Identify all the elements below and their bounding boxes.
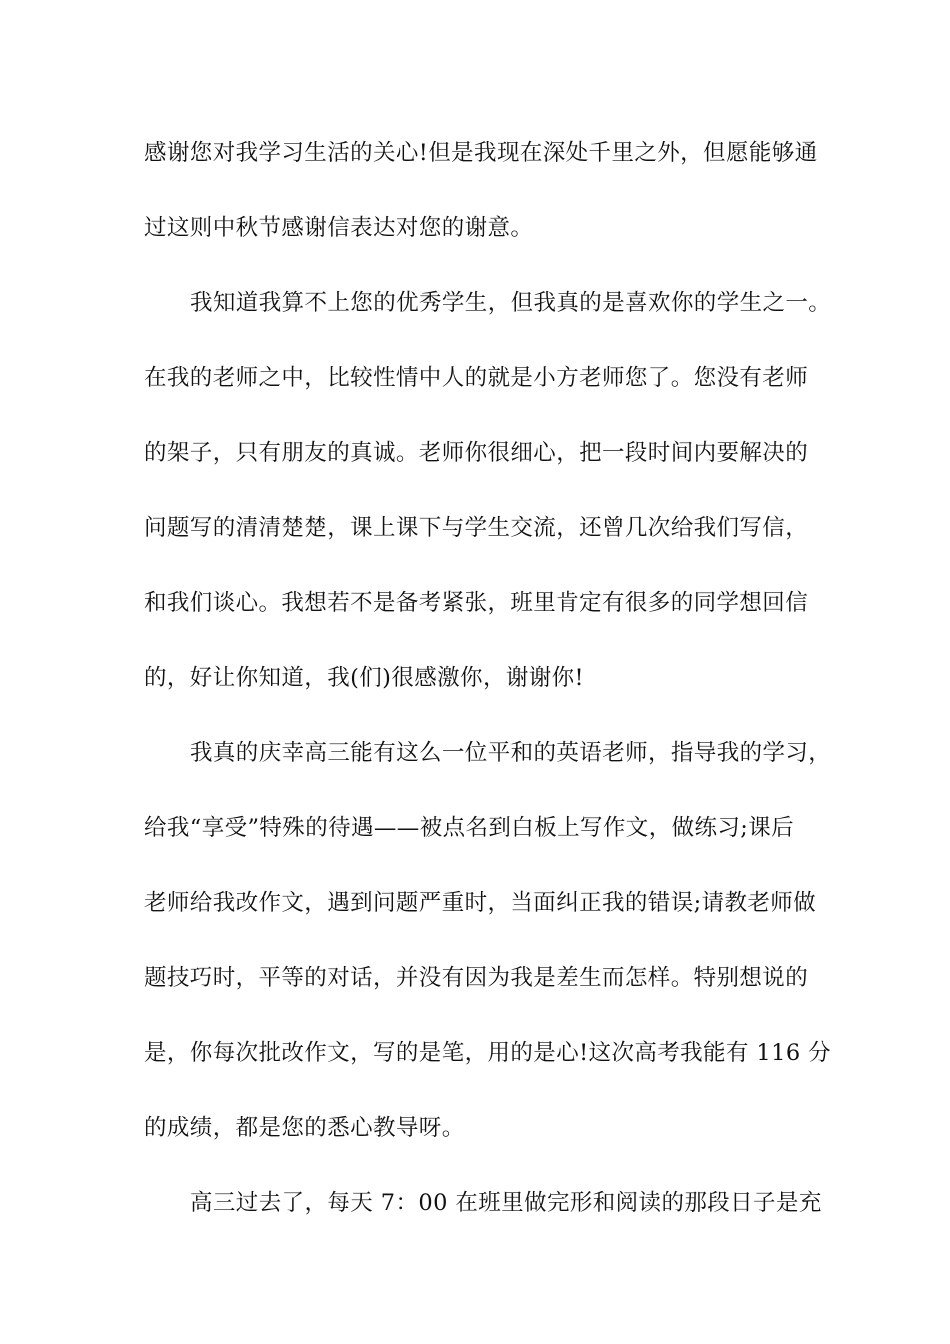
text-line: 过这则中秋节感谢信表达对您的谢意。 [144,215,534,241]
text-line: 的成绩，都是您的悉心教导呀。 [144,1115,465,1141]
paragraph-first-line: 我知道我算不上您的优秀学生，但我真的是喜欢你的学生之一。 [190,290,832,316]
text-line: 的，好让你知道，我(们)很感激你，谢谢你! [144,665,584,691]
paragraph-first-line: 高三过去了，每天 7：00 在班里做完形和阅读的那段日子是充 [190,1190,822,1216]
text-line: 是，你每次批改作文，写的是笔，用的是心!这次高考我能有 116 分 [144,1040,831,1066]
text-line: 问题写的清清楚楚，课上课下与学生交流，还曾几次给我们写信， [144,515,809,541]
text-line: 题技巧时，平等的对话，并没有因为我是差生而怎样。特别想说的 [144,965,809,991]
text-line: 的架子，只有朋友的真诚。老师你很细心，把一段时间内要解决的 [144,440,809,466]
text-line: 给我“享受”特殊的待遇——被点名到白板上写作文，做练习;课后 [144,815,795,841]
text-line: 老师给我改作文，遇到问题严重时，当面纠正我的错误;请教老师做 [144,890,817,916]
text-line: 在我的老师之中，比较性情中人的就是小方老师您了。您没有老师 [144,365,809,391]
paragraph-first-line: 我真的庆幸高三能有这么一位平和的英语老师，指导我的学习， [190,740,832,766]
text-line: 感谢您对我学习生活的关心!但是我现在深处千里之外，但愿能够通 [144,140,818,166]
text-line: 和我们谈心。我想若不是备考紧张，班里肯定有很多的同学想回信 [144,590,809,616]
